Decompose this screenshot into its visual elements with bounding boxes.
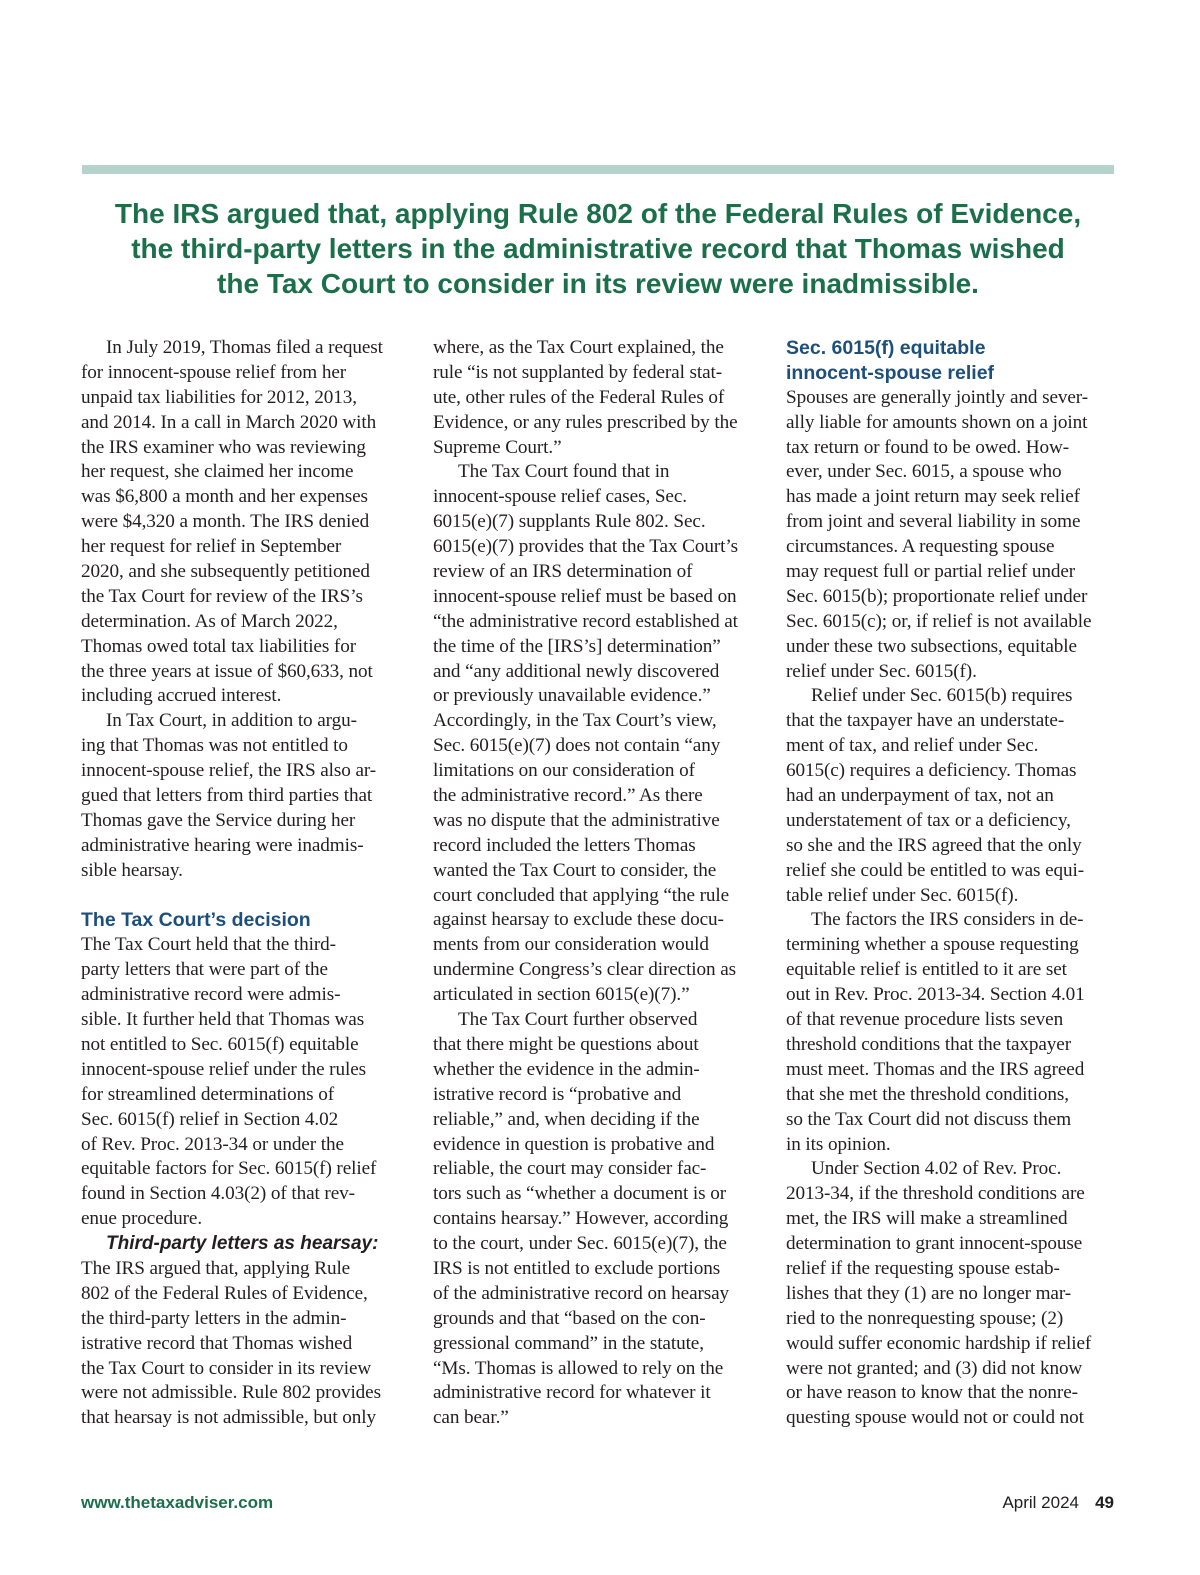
text-line: the three years at issue of $60,633, not (81, 660, 373, 682)
text-line: reliable, the court may consider fac- (433, 1158, 707, 1180)
text-line: ried to the nonrequesting spouse; (2) (786, 1307, 1064, 1329)
text-line: the third-party letters in the admin- (81, 1307, 347, 1329)
text-line: sible hearsay. (81, 859, 183, 881)
paragraph (786, 908, 1120, 1157)
text-line: to the court, under Sec. 6015(e)(7), the (433, 1233, 727, 1255)
paragraph (786, 1157, 1120, 1431)
text-line: In July 2019, Thomas filed a request (106, 337, 383, 358)
text-line: of the administrative record on hearsay (433, 1282, 730, 1304)
pull-quote-line: the third-party letters in the administrative record that Thomas wished (131, 233, 1065, 264)
text-line: the time of the [IRS’s] determination” (433, 635, 721, 657)
text-line: termining whether a spouse requesting (786, 934, 1079, 956)
text-line: enue procedure. (81, 1208, 203, 1230)
text-line: ing that Thomas was not entitled to (81, 735, 348, 757)
text-line: the administrative record.” As there (433, 785, 703, 807)
text-line: and 2014. In a call in March 2020 with (81, 411, 377, 433)
text-line: has made a joint return may seek relief (786, 486, 1080, 508)
text-line: equitable factors for Sec. 6015(f) relief (81, 1158, 377, 1180)
text-line: ute, other rules of the Federal Rules of (433, 386, 725, 408)
runin-heading: Third-party letters as hearsay: (106, 1233, 379, 1255)
footer-issue-date: April 2024 (1002, 1493, 1079, 1512)
spacer (81, 884, 415, 909)
text-line: under these two subsections, equitable (786, 635, 1077, 657)
text-line: 2013-34, if the threshold conditions are (786, 1183, 1085, 1205)
paragraph (81, 933, 415, 1232)
text-line: was no dispute that the administrative (433, 809, 720, 831)
footer-page-number: 49 (1095, 1493, 1114, 1512)
text-line: of Rev. Proc. 2013-34 or under the (81, 1133, 344, 1155)
text-line: table relief under Sec. 6015(f). (786, 884, 1019, 906)
text-line: her request for relief in September (81, 536, 342, 558)
text-line: the Tax Court for review of the IRS’s (81, 585, 363, 607)
text-line: including accrued interest. (81, 685, 282, 707)
text-line: “Ms. Thomas is allowed to rely on the (433, 1357, 724, 1379)
column-2 (433, 336, 767, 1431)
text-line: found in Section 4.03(2) of that rev- (81, 1183, 355, 1205)
runin-heading-line (81, 1232, 415, 1257)
text-line: relief she could be entitled to was equi- (786, 859, 1085, 881)
paragraph (81, 709, 415, 883)
text-line: Sec. 6015(b); proportionate relief under (786, 585, 1088, 607)
text-line: whether the evidence in the admin- (433, 1058, 700, 1080)
paragraph (786, 684, 1120, 908)
text-line: party letters that were part of the (81, 959, 328, 981)
text-line: The factors the IRS considers in de- (811, 909, 1084, 931)
pull-quote-line: The IRS argued that, applying Rule 802 of the Federal Rules of Evidence, (114, 198, 1082, 229)
text-line: relief under Sec. 6015(f). (786, 660, 977, 682)
text-line: court concluded that applying “the rule (433, 884, 730, 906)
text-line: “the administrative record established at (433, 610, 738, 632)
text-line: 6015(e)(7) provides that the Tax Court’s (433, 536, 738, 558)
text-line: tors such as “whether a document is or (433, 1183, 726, 1205)
text-line: articulated in section 6015(e)(7).” (433, 984, 690, 1006)
text-line: met, the IRS will make a streamlined (786, 1208, 1068, 1230)
paragraph (433, 336, 767, 460)
section-heading: innocent-spouse relief (786, 361, 995, 384)
text-line: were not granted; and (3) did not know (786, 1357, 1083, 1379)
text-line: equitable relief is entitled to it are set (786, 959, 1067, 981)
text-line: Evidence, or any rules prescribed by the (433, 411, 738, 433)
top-rule (82, 165, 1114, 174)
text-line: sible. It further held that Thomas was (81, 1009, 365, 1031)
text-line: so she and the IRS agreed that the only (786, 834, 1082, 856)
text-line: where, as the Tax Court explained, the (433, 337, 724, 358)
text-line: The Tax Court held that the third- (81, 934, 336, 956)
text-line: ever, under Sec. 6015, a spouse who (786, 461, 1062, 483)
text-line: that hearsay is not admissible, but only (81, 1407, 376, 1429)
text-line: innocent-spouse relief, the IRS also ar- (81, 760, 377, 782)
text-line: not entitled to Sec. 6015(f) equitable (81, 1033, 359, 1055)
text-line: must meet. Thomas and the IRS agreed (786, 1058, 1085, 1080)
paragraph (433, 1008, 767, 1431)
text-line: the Tax Court to consider in its review (81, 1357, 372, 1379)
text-line: determination. As of March 2022, (81, 610, 338, 632)
text-line: evidence in question is probative and (433, 1133, 715, 1155)
text-line: questing spouse would not or could not (786, 1407, 1084, 1429)
text-line: can bear.” (433, 1407, 509, 1429)
text-line: from joint and several liability in some (786, 511, 1081, 533)
text-line: circumstances. A requesting spouse (786, 536, 1055, 558)
text-line: lishes that they (1) are no longer mar- (786, 1282, 1072, 1304)
text-line: undermine Congress’s clear direction as (433, 959, 737, 981)
text-line: istrative record that Thomas wished (81, 1332, 353, 1354)
text-line: Thomas owed total tax liabilities for (81, 635, 356, 657)
column-3 (786, 336, 1120, 1431)
text-line: so the Tax Court did not discuss them (786, 1108, 1072, 1130)
text-line: in its opinion. (786, 1133, 891, 1155)
text-line: Supreme Court.” (433, 436, 562, 458)
text-line: Sec. 6015(e)(7) does not contain “any (433, 735, 721, 757)
text-line: 6015(e)(7) supplants Rule 802. Sec. (433, 511, 706, 533)
text-line: tax return or found to be owed. How- (786, 436, 1070, 458)
text-line: IRS is not entitled to exclude portions (433, 1257, 721, 1279)
paragraph (81, 1257, 415, 1431)
text-line: had an underpayment of tax, not an (786, 785, 1054, 807)
text-line: against hearsay to exclude these docu- (433, 909, 724, 931)
text-line: of that revenue procedure lists seven (786, 1009, 1064, 1031)
text-line: rule “is not supplanted by federal stat- (433, 361, 723, 383)
text-line: Thomas gave the Service during her (81, 809, 356, 831)
text-line: 802 of the Federal Rules of Evidence, (81, 1282, 368, 1304)
text-line: that the taxpayer have an understate- (786, 710, 1065, 732)
text-line: Spouses are generally jointly and sever- (786, 386, 1088, 408)
text-line: administrative hearing were inadmis- (81, 834, 364, 856)
text-line: understatement of tax or a deficiency, (786, 809, 1071, 831)
text-line: or previously unavailable evidence.” (433, 685, 711, 707)
paragraph (433, 460, 767, 1008)
column-1 (81, 336, 415, 1431)
section-heading: The Tax Court’s decision (81, 909, 311, 932)
text-line: 6015(c) requires a deficiency. Thomas (786, 760, 1077, 782)
text-line: determination to grant innocent-spouse (786, 1233, 1083, 1255)
pull-quote (60, 196, 1136, 301)
footer-website-link[interactable]: www.thetaxadviser.com (81, 1493, 274, 1512)
text-line: In Tax Court, in addition to argu- (106, 710, 357, 732)
text-line: that she met the threshold conditions, (786, 1083, 1069, 1105)
text-line: The IRS argued that, applying Rule (81, 1257, 351, 1279)
text-line: Sec. 6015(c); or, if relief is not available (786, 610, 1092, 632)
pull-quote-line: the Tax Court to consider in its review were inadmissible. (217, 268, 979, 299)
text-line: out in Rev. Proc. 2013-34. Section 4.01 (786, 984, 1085, 1006)
paragraph (786, 386, 1120, 685)
text-line: Relief under Sec. 6015(b) requires (811, 685, 1073, 707)
text-line: contains hearsay.” However, according (433, 1208, 729, 1230)
text-line: for streamlined determinations of (81, 1083, 334, 1105)
text-line: relief if the requesting spouse estab- (786, 1257, 1060, 1279)
text-line: administrative record for whatever it (433, 1382, 711, 1404)
text-line: would suffer economic hardship if relief (786, 1332, 1092, 1354)
text-line: innocent-spouse relief under the rules (81, 1058, 366, 1080)
text-line: review of an IRS determination of (433, 561, 693, 583)
text-line: or have reason to know that the nonre- (786, 1382, 1078, 1404)
text-line: gued that letters from third parties that (81, 785, 373, 807)
text-line: ally liable for amounts shown on a joint (786, 411, 1088, 433)
text-line: unpaid tax liabilities for 2012, 2013, (81, 386, 357, 408)
text-line: administrative record were admis- (81, 984, 341, 1006)
text-line: The Tax Court further observed (458, 1009, 698, 1031)
text-line: may request full or partial relief under (786, 561, 1076, 583)
text-line: ment of tax, and relief under Sec. (786, 735, 1039, 757)
paragraph (81, 336, 415, 709)
text-line: Accordingly, in the Tax Court’s view, (433, 710, 717, 732)
text-line: and “any additional newly discovered (433, 660, 720, 682)
text-line: reliable,” and, when deciding if the (433, 1108, 700, 1130)
text-line: record included the letters Thomas (433, 834, 696, 856)
text-line: were not admissible. Rule 802 provides (81, 1382, 381, 1404)
text-line: grounds and that “based on the con- (433, 1307, 706, 1329)
text-line: 2020, and she subsequently petitioned (81, 561, 370, 583)
text-line: innocent-spouse relief must be based on (433, 585, 737, 607)
text-line: for innocent-spouse relief from her (81, 361, 347, 383)
text-line: gressional command” in the statute, (433, 1332, 704, 1354)
text-line: her request, she claimed her income (81, 461, 354, 483)
text-line: wanted the Tax Court to consider, the (433, 859, 717, 881)
section-heading: Sec. 6015(f) equitable (786, 337, 986, 359)
text-line: threshold conditions that the taxpayer (786, 1033, 1072, 1055)
text-line: ments from our consideration would (433, 934, 709, 956)
text-line: The Tax Court found that in (458, 461, 670, 483)
text-line: Under Section 4.02 of Rev. Proc. (811, 1158, 1062, 1180)
text-line: limitations on our consideration of (433, 760, 695, 782)
text-line: was $6,800 a month and her expenses (81, 486, 368, 508)
text-line: innocent-spouse relief cases, Sec. (433, 486, 687, 508)
text-line: istrative record is “probative and (433, 1083, 682, 1105)
text-line: the IRS examiner who was reviewing (81, 436, 366, 458)
text-line: were $4,320 a month. The IRS denied (81, 511, 370, 533)
text-line: that there might be questions about (433, 1033, 699, 1055)
text-line: Sec. 6015(f) relief in Section 4.02 (81, 1108, 339, 1130)
